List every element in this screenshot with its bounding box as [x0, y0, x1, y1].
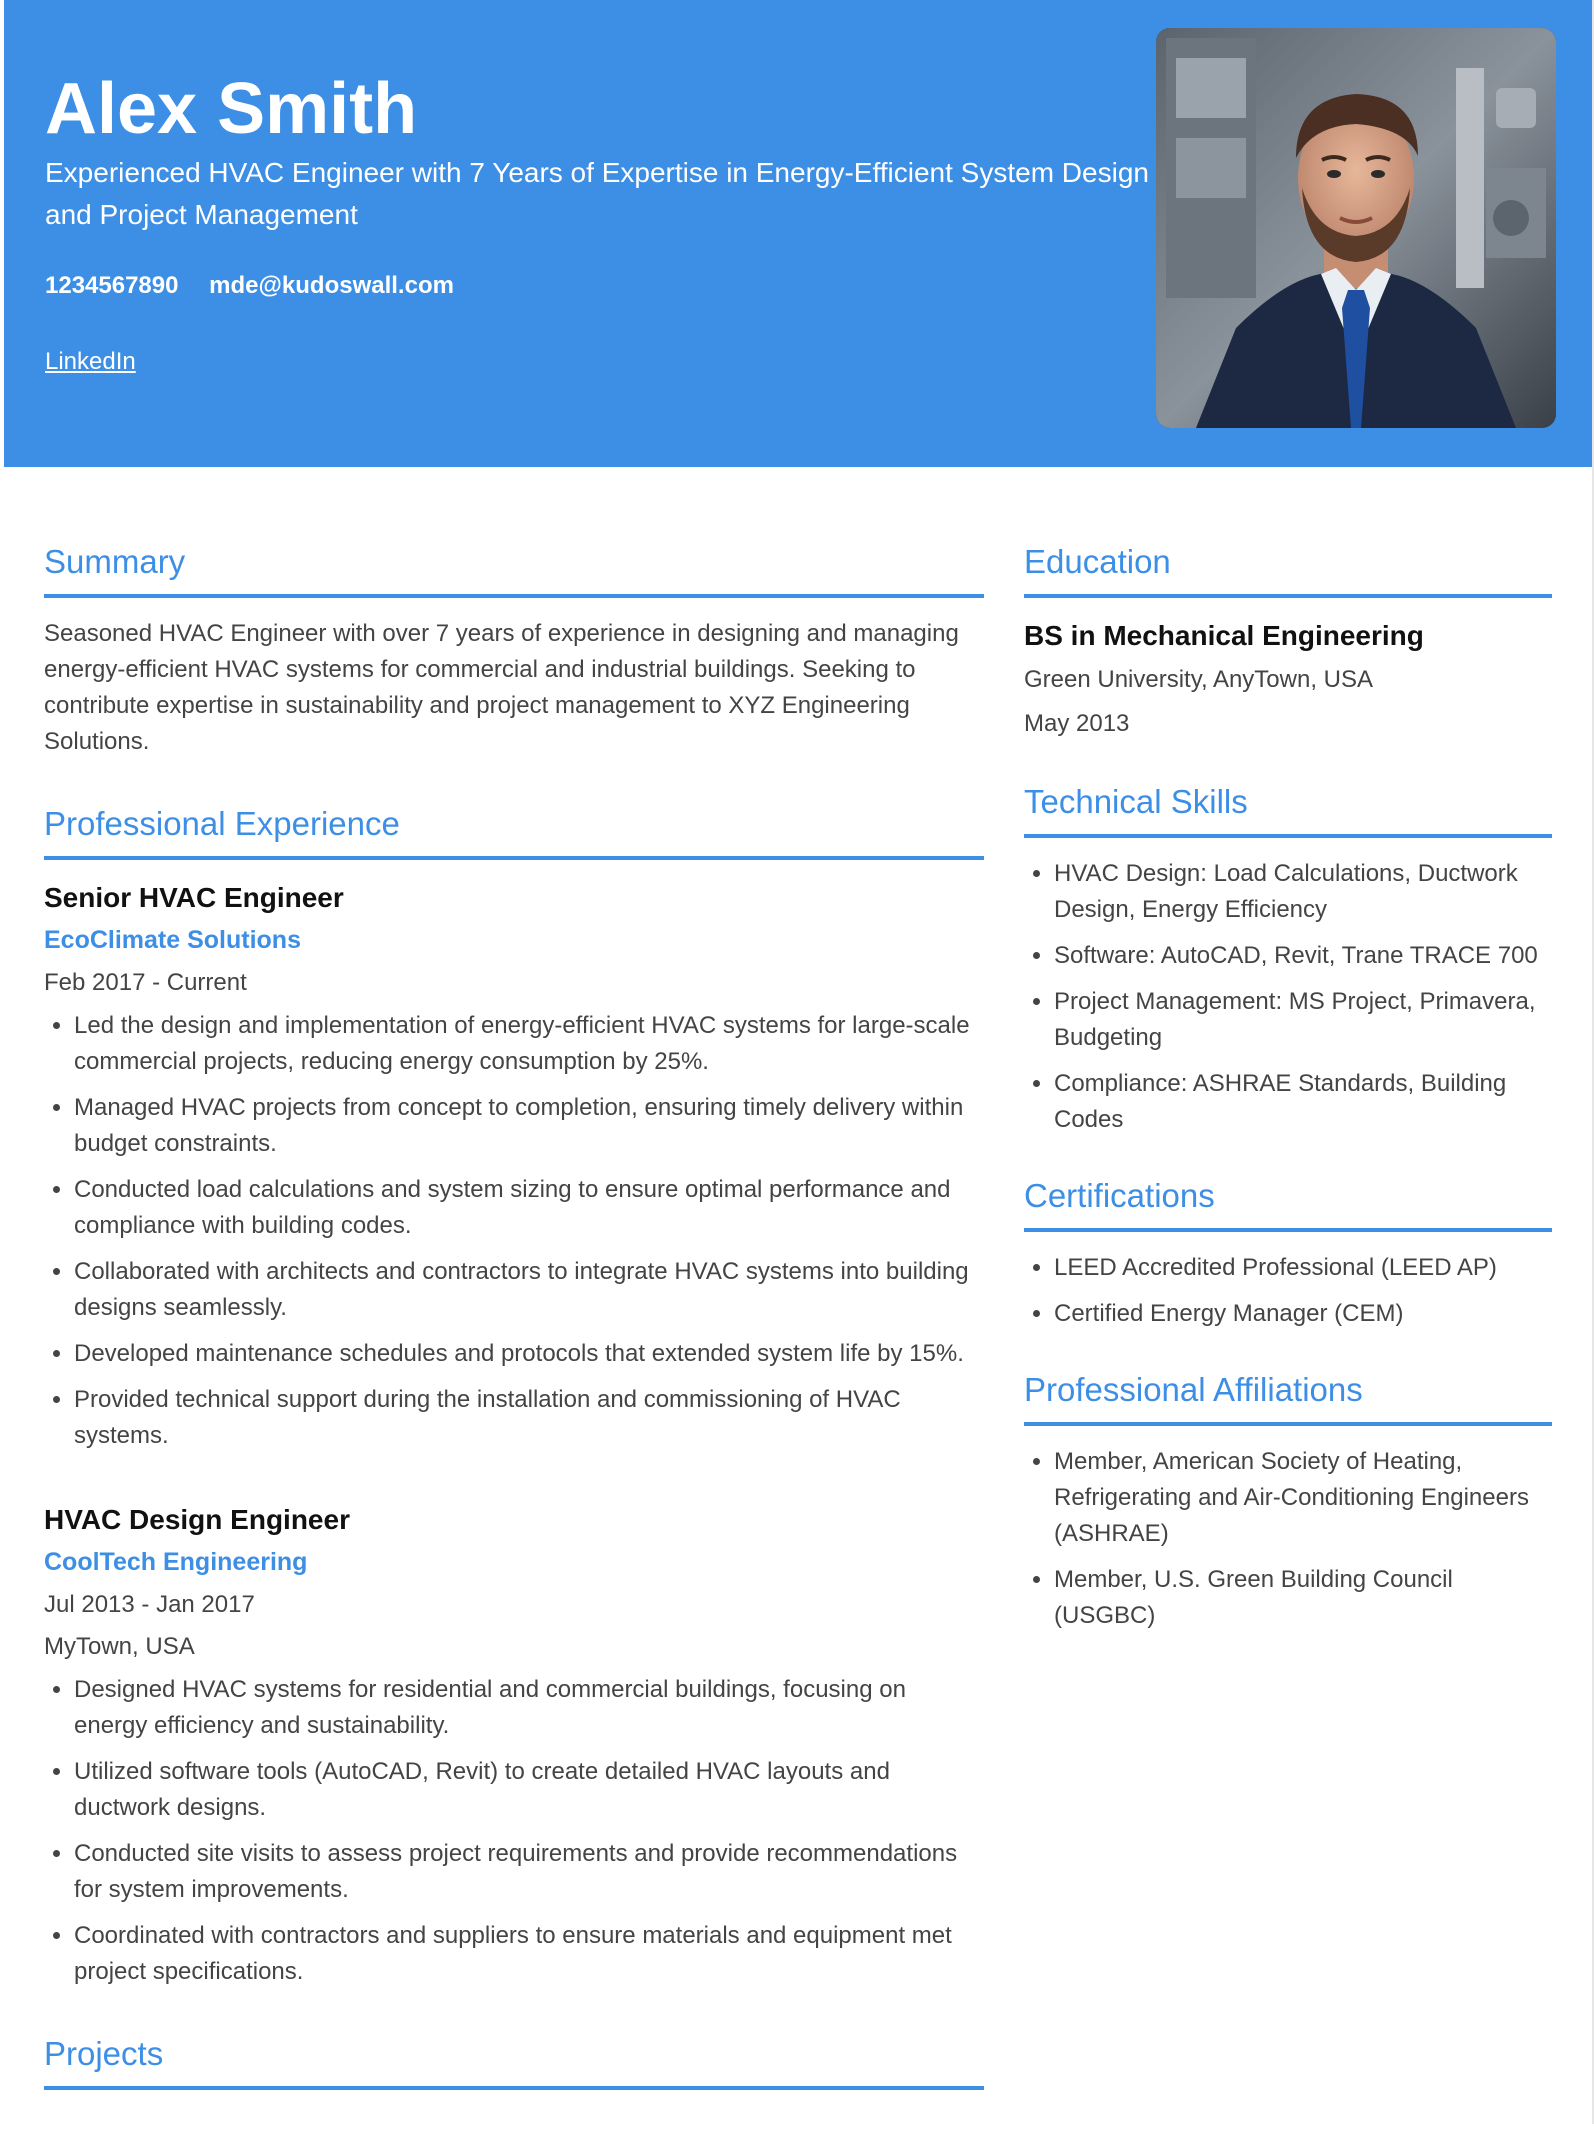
job-bullets	[44, 1008, 984, 1454]
affiliation-item: • Member, U.S. Green Building Council (USGBC)	[1054, 1562, 1552, 1634]
education-heading: Education	[1024, 540, 1552, 598]
job-bullet: • Utilized software tools (AutoCAD, Revit) to create detailed HVAC layouts and ductwork designs.	[74, 1754, 984, 1826]
summary-heading: Summary	[44, 540, 984, 598]
affiliation-item: • Member, American Society of Heating, Refrigerating and Air-Conditioning Engineers (ASHRAE)	[1054, 1444, 1552, 1552]
resume-header	[4, 0, 1592, 467]
job-bullet: • Coordinated with contractors and suppliers to ensure materials and equipment met project specifications.	[74, 1918, 984, 1990]
certifications-list	[1024, 1250, 1552, 1332]
skills-heading: Technical Skills	[1024, 780, 1552, 838]
skills-section	[1024, 780, 1552, 1138]
profile-photo	[1156, 28, 1556, 428]
certification-item: • Certified Energy Manager (CEM)	[1054, 1296, 1552, 1332]
affiliations-heading: Professional Affiliations	[1024, 1368, 1552, 1426]
job-title: Senior HVAC Engineer	[44, 882, 344, 913]
candidate-name: Alex Smith	[45, 69, 418, 149]
job-dates: Jul 2013 - Jan 2017	[44, 1591, 255, 1618]
certifications-section	[1024, 1174, 1552, 1332]
job-dates: Feb 2017 - Current	[44, 969, 247, 996]
certifications-heading: Certifications	[1024, 1174, 1552, 1232]
projects-section	[44, 2032, 984, 2090]
job-location: MyTown, USA	[44, 1633, 195, 1660]
skill-item: • Compliance: ASHRAE Standards, Building Codes	[1054, 1066, 1552, 1138]
certification-item: • LEED Accredited Professional (LEED AP)	[1054, 1250, 1552, 1286]
skill-item: • Software: AutoCAD, Revit, Trane TRACE 700	[1054, 938, 1552, 974]
skill-item: • HVAC Design: Load Calculations, Ductwork Design, Energy Efficiency	[1054, 856, 1552, 928]
job-bullet: • Managed HVAC projects from concept to completion, ensuring timely delivery within budget constraints.	[74, 1090, 984, 1162]
left-column	[44, 540, 984, 2132]
job-title: HVAC Design Engineer	[44, 1504, 350, 1535]
school-name: Green University, AnyTown, USA	[1024, 666, 1374, 693]
phone-number: 1234567890	[45, 272, 179, 299]
profile-photo-illustration	[1156, 28, 1556, 428]
job-bullet: • Developed maintenance schedules and protocols that extended system life by 15%.	[74, 1336, 984, 1372]
job-bullet: • Collaborated with architects and contractors to integrate HVAC systems into building designs seamlessly.	[74, 1254, 984, 1326]
company-name: CoolTech Engineering	[44, 1548, 308, 1576]
linkedin-link[interactable]: LinkedIn	[45, 348, 136, 375]
skills-list	[1024, 856, 1552, 1138]
summary-section	[44, 540, 984, 760]
job-bullet: • Conducted load calculations and system sizing to ensure optimal performance and compliance with building codes.	[74, 1172, 984, 1244]
job-entry	[44, 1500, 984, 1990]
projects-heading: Projects	[44, 2032, 984, 2090]
job-bullet: • Conducted site visits to assess project requirements and provide recommendations for system improvements.	[74, 1836, 984, 1908]
experience-heading: Professional Experience	[44, 802, 984, 860]
experience-section	[44, 802, 984, 1990]
email-address: mde@kudoswall.com	[209, 272, 454, 299]
affiliations-section	[1024, 1368, 1552, 1634]
job-bullet: • Provided technical support during the installation and commissioning of HVAC systems.	[74, 1382, 984, 1454]
contact-info	[45, 272, 478, 300]
job-bullets	[44, 1672, 984, 1990]
company-name: EcoClimate Solutions	[44, 926, 301, 954]
candidate-headline: Experienced HVAC Engineer with 7 Years of Expertise in Energy-Efficient System Design and Project Management	[45, 157, 1149, 230]
job-entry	[44, 878, 984, 1454]
job-bullet: • Designed HVAC systems for residential and commercial buildings, focusing on energy efficiency and sustainability.	[74, 1672, 984, 1744]
job-bullet: • Led the design and implementation of energy-efficient HVAC systems for large-scale commercial projects, reducing energy consumption by 25%.	[74, 1008, 984, 1080]
education-section	[1024, 540, 1552, 744]
degree-name: BS in Mechanical Engineering	[1024, 620, 1424, 651]
affiliations-list	[1024, 1444, 1552, 1634]
graduation-date: May 2013	[1024, 710, 1130, 737]
summary-text: Seasoned HVAC Engineer with over 7 years of experience in designing and managing energy-efficient HVAC systems for commercial and industrial buildings. Seeking to contribute expertise in sustainability and project management to XYZ Engineering Solutions.	[44, 620, 959, 755]
skill-item: • Project Management: MS Project, Primavera, Budgeting	[1054, 984, 1552, 1056]
right-column	[1024, 540, 1552, 1670]
